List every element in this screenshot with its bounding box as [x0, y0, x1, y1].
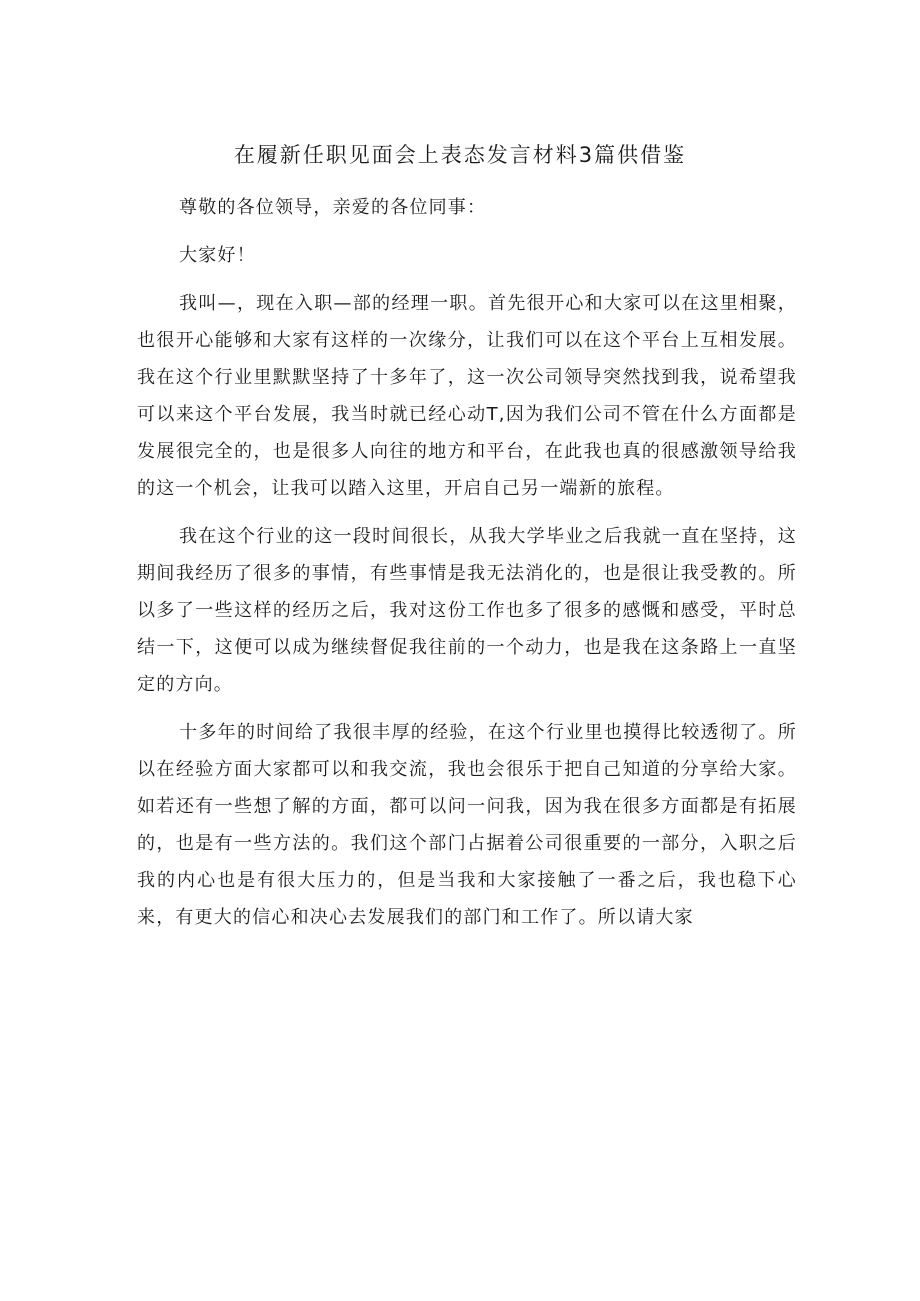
paragraph: 我在这个行业的这一段时间很长，从我大学毕业之后我就一直在坚持，这期间我经历了很多的事情，有些事情是我无法消化的，也是很让我受教的。所以多了一些这样的经历之后，我对这份工作也多了很多的感慨和感受，平时总结一下，这便可以成为继续督促我往前的一个动力，也是我在这条路上一直坚定的方向。 — [137, 526, 797, 695]
paragraph: 十多年的时间给了我很丰厚的经验，在这个行业里也摸得比较透彻了。所以在经验方面大家都可以和我交流，我也会很乐于把自己知道的分享给大家。如若还有一些想了解的方面，都可以问一问我，因为我在很多方面都是有拓展的，也是有一些方法的。我们这个部门占据着公司很重要的一部分，入职之后我的内心也是有很大压力的，但是当我和大家接触了一番之后，我也稳下心来，有更大的信心和决心去发展我们的部门和工作了。所以请大家 — [137, 722, 797, 928]
document-title: 在履新任职见面会上表态发言材料3篇供借鉴 — [233, 143, 687, 167]
greeting: 大家好！ — [179, 245, 256, 266]
paragraph: 我叫—，现在入职—部的经理一职。首先很开心和大家可以在这里相聚，也很开心能够和大家有这样的一次缘分，让我们可以在这个平台上互相发展。我在这个行业里默默坚持了十多年了，这一次公司领导突然找到我，说希望我可以来这个平台发展，我当时就已经心动T,因为我们公司不管在什么方面都是发展很完全的，也是很多人向往的地方和平台，在此我也真的很感激领导给我的这一个机会，让我可以踏入这里，开启自己另一端新的旅程。 — [137, 293, 797, 499]
salutation: 尊敬的各位领导，亲爱的各位同事： — [179, 197, 487, 218]
document-body — [137, 189, 797, 947]
